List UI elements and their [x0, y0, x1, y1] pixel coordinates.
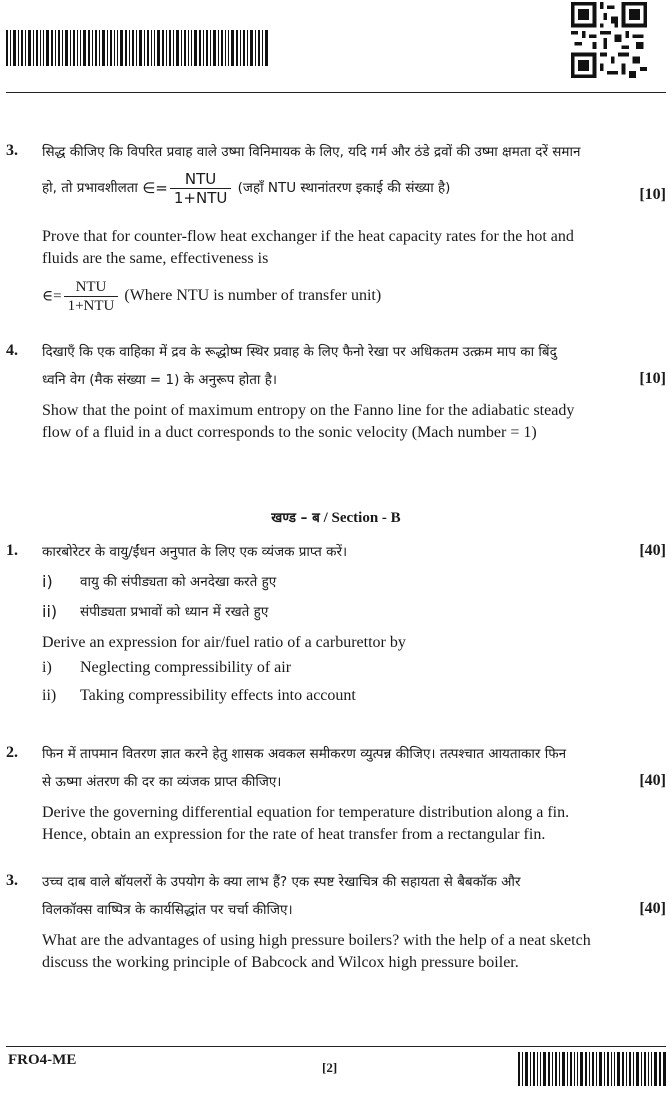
marks: [40]: [639, 772, 666, 789]
question-number: 2.: [6, 744, 18, 761]
question-text-english: fluids are the same, effectiveness is: [42, 250, 269, 267]
marks: [10]: [639, 186, 666, 203]
barcode: [6, 30, 268, 66]
qr-code: [570, 2, 648, 78]
question-text-hindi: सिद्ध कीजिए कि विपरित प्रवाह वाले उष्मा विनिमायक के लिए, यदि गर्म और ठंडे द्रवों की उष्मा क्षमता दरें समान: [42, 144, 581, 160]
question-text-english: flow of a fluid in a duct corresponds to the sonic velocity (Mach number = 1): [42, 424, 537, 441]
paper-code: FRO4-ME: [8, 1052, 77, 1068]
header-rule: [6, 92, 666, 93]
question-text-hindi: से ऊष्मा अंतरण की दर का व्यंजक प्राप्त कीजिए।: [42, 774, 282, 790]
marks: [10]: [639, 370, 666, 387]
page-number: [2]: [322, 1060, 338, 1075]
question-text-hindi-formula: हो, तो प्रभावशीलता ∈= $\frac{\text{NTU}}{\text{1+NTU}}$ (जहाँ NTU स्थानांतरण इकाई की संख्या है): [42, 169, 451, 207]
question-text-english: What are the advantages of using high pressure boilers? with the help of a neat sketch: [42, 932, 591, 949]
question-text-hindi: उच्च दाब वाले बॉयलरों के उपयोग के क्या लाभ हैं? एक स्पष्ट रेखाचित्र की सहायता से बैबकॉक और: [42, 874, 521, 890]
question-text-hindi: ध्वनि वेग (मैक संख्या = 1) के अनुरूप होता है।: [42, 372, 277, 388]
barcode: [518, 1052, 666, 1086]
question-text-english: discuss the working principle of Babcock and Wilcox high pressure boiler.: [42, 954, 519, 971]
marks: [40]: [639, 900, 666, 917]
effectiveness-formula: $\frac{\text{NTU}}{\text{1+NTU}}$: [170, 170, 231, 207]
english-formula-line: ∈= $\frac{\text{NTU}}{\text{1+NTU}}$ (Where NTU is number of transfer unit): [42, 279, 382, 314]
question-text-hindi: कारबोरेटर के वायु/ईंधन अनुपात के लिए एक व्यंजक प्राप्त करें।: [42, 544, 348, 560]
question-number: 3.: [6, 142, 18, 159]
question-text-english: Prove that for counter-flow heat exchanger if the heat capacity rates for the hot and: [42, 228, 574, 245]
question-number: 1.: [6, 542, 18, 559]
epsilon-symbol: ∈=: [142, 179, 168, 197]
list-item: ii) Taking compressibility effects into account: [42, 687, 356, 704]
question-text-english: Hence, obtain an expression for the rate of heat transfer from a rectangular fin.: [42, 826, 546, 843]
question-number: 3.: [6, 872, 18, 889]
question-text-english: Derive the governing differential equation for temperature distribution along a fin.: [42, 804, 570, 821]
list-item: i) वायु की संपीड्यता को अनदेखा करते हुए: [42, 572, 277, 591]
question-text-english: Show that the point of maximum entropy on the Fanno line for the adiabatic steady: [42, 402, 575, 419]
list-item: ii) संपीड्यता प्रभावों को ध्यान में रखते हुए: [42, 602, 269, 621]
marks: [40]: [639, 542, 666, 559]
question-text-hindi: फिन में तापमान वितरण ज्ञात करने हेतु शासक अवकल समीकरण व्युत्पन्न कीजिए। तत्पश्चात आयताकार फिन: [42, 746, 567, 762]
footer-rule: [6, 1046, 666, 1047]
question-number: 4.: [6, 342, 18, 359]
question-text-hindi: विलकॉक्स वाष्पित्र के कार्यसिद्धांत पर चर्चा कीजिए।: [42, 902, 293, 918]
section-heading: खण्ड – ब / Section - B: [271, 510, 401, 526]
list-item: i) Neglecting compressibility of air: [42, 659, 292, 676]
question-text-english: Derive an expression for air/fuel ratio of a carburettor by: [42, 634, 406, 651]
question-text-hindi: दिखाएँ कि एक वाहिका में द्रव के रूद्धोष्म स्थिर प्रवाह के लिए फैनो रेखा पर अधिकतम उत्क्रम माप का बिंदु: [42, 344, 557, 360]
